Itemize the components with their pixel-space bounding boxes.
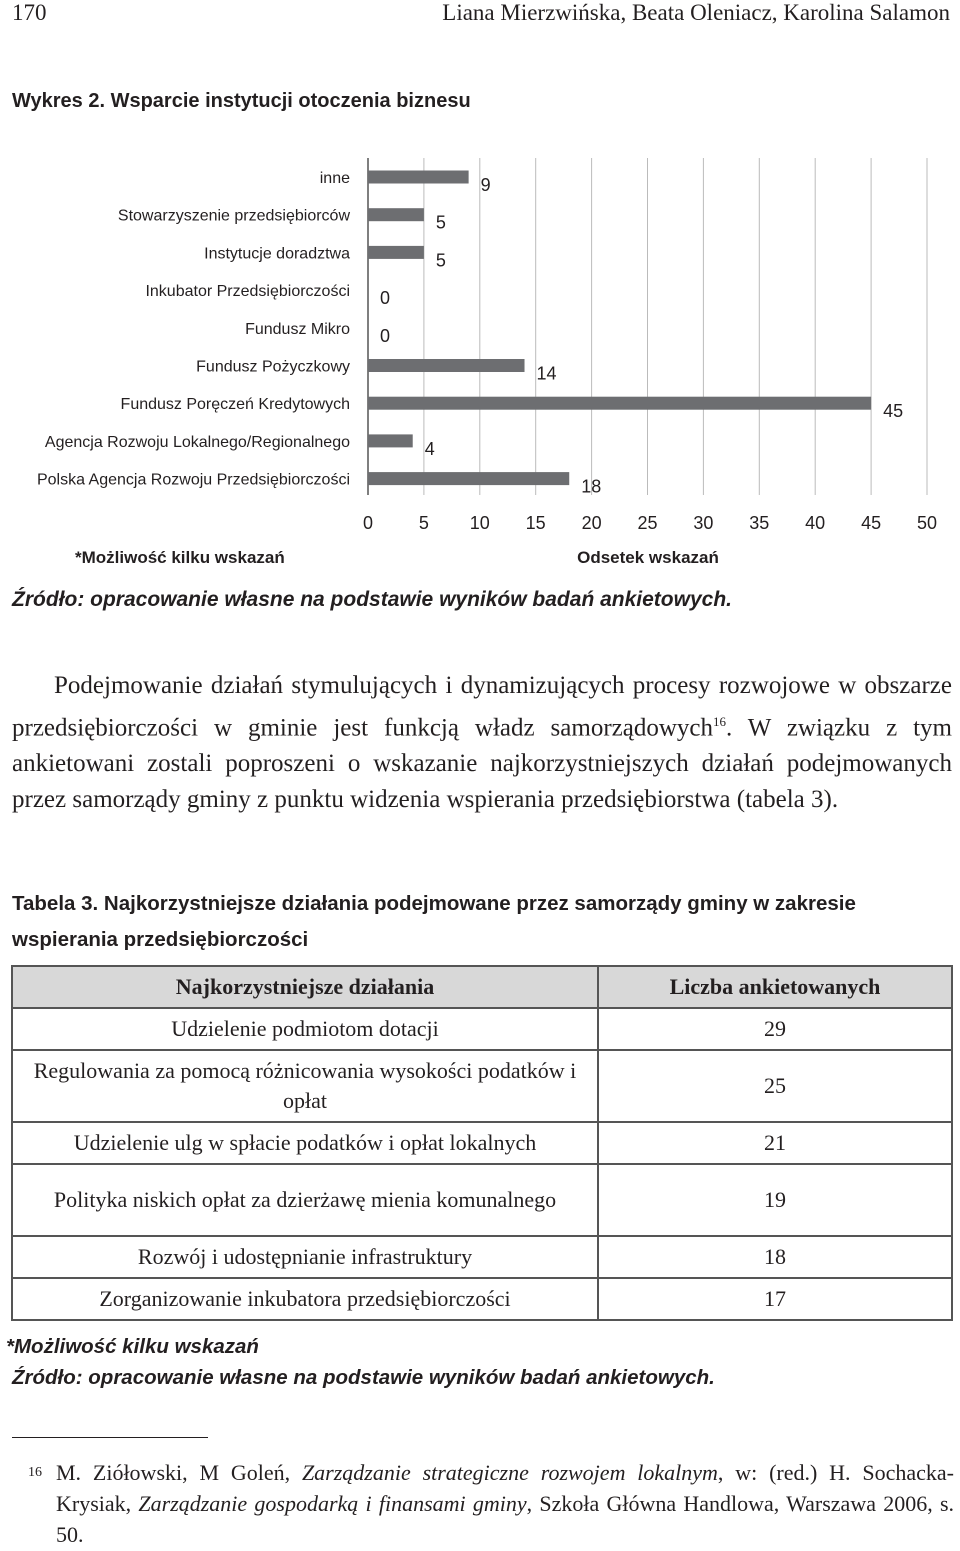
footnote-title: Zarządzanie strategiczne rozwojem lokalnym <box>301 1460 718 1485</box>
x-tick-label: 35 <box>749 513 770 533</box>
data-label: 45 <box>883 401 904 422</box>
data-table <box>11 965 953 1321</box>
chart-note: *Możliwość kilku wskazań <box>75 548 285 567</box>
x-tick-label: 15 <box>525 513 546 533</box>
footnote-part: , w: (red.) H. Sochacka-Krysiak, <box>56 1460 954 1516</box>
category-label: Fundusz Pożyczkowy <box>196 358 350 376</box>
bar <box>368 434 413 447</box>
x-tick-label: 50 <box>916 513 938 533</box>
x-tick-label: 30 <box>693 513 714 533</box>
category-label: Fundusz Mikro <box>245 320 350 338</box>
data-label: 18 <box>581 476 602 497</box>
table-label: Tabela 3. <box>12 892 99 915</box>
footnote-title: Zarządzanie gospodarką i finansami gminy <box>138 1491 527 1516</box>
data-label: 5 <box>435 212 446 233</box>
footnote-number: 16 <box>28 1465 42 1480</box>
x-axis-label: Odsetek wskazań <box>577 548 719 567</box>
table-cell-activity: Zorganizowanie inkubatora przedsiębiorczości <box>12 1278 598 1320</box>
x-tick-label: 45 <box>861 513 882 533</box>
bar <box>368 359 525 372</box>
footnote-ref: 16 <box>713 714 726 729</box>
figure-title: Wykres 2. Wsparcie instytucji otoczenia biznesu <box>12 90 471 112</box>
data-label: 9 <box>480 175 491 195</box>
x-tick-label: 20 <box>581 513 602 533</box>
table-cell-count: 19 <box>598 1164 952 1236</box>
x-tick-label: 10 <box>469 513 490 533</box>
figure-source: Źródło: opracowanie własne na podstawie wyników badań ankietowych. <box>12 588 732 611</box>
x-tick-label: 40 <box>805 513 826 533</box>
running-head-authors: Liana Mierzwińska, Beata Oleniacz, Karolina Salamon <box>442 0 950 25</box>
data-label: 0 <box>380 325 391 346</box>
table-cell-activity: Rozwój i udostępnianie infrastruktury <box>12 1236 598 1278</box>
table-row <box>12 1008 952 1050</box>
table-cell-count: 21 <box>598 1122 952 1164</box>
table-note: *Możliwość kilku wskazań <box>6 1335 259 1358</box>
category-label: inne <box>319 170 350 187</box>
category-label: Agencja Rozwoju Lokalnego/Regionalnego <box>44 433 350 451</box>
table-cell-count: 17 <box>598 1278 952 1320</box>
table-title <box>12 886 954 958</box>
body-paragraph <box>12 668 952 818</box>
x-tick-label: 0 <box>362 513 374 533</box>
bar <box>368 472 569 485</box>
paragraph-text-2: . W związku z tym ankietowani zostali poproszeni o wskazanie najkorzystniejszych działań podejmowanych przez samorządy gminy z punktu widzenia wspierania przedsiębiorstwa (tabela 3). <box>12 714 952 814</box>
x-tick-label: 5 <box>418 513 429 533</box>
category-label: Fundusz Poręczeń Kredytowych <box>120 396 350 414</box>
data-label: 14 <box>536 363 557 384</box>
category-label: Stowarzyszenie przedsiębiorców <box>117 207 350 225</box>
footnote-divider <box>12 1437 208 1438</box>
bar <box>368 246 424 259</box>
table-header-count: Liczba ankietowanych <box>598 966 952 1008</box>
table-cell-activity: Polityka niskich opłat za dzierżawę mienia komunalnego <box>12 1164 598 1236</box>
footnote-part: , Szkoła Główna Handlowa, Warszawa 2006, s. 50. <box>56 1491 954 1547</box>
paragraph-text-1: Podejmowanie działań stymulujących i dynamizujących procesy rozwojowe w obszarze przedsiębiorczości w gminie jest funkcją władz samorządowych <box>12 672 952 742</box>
table-row <box>12 1122 952 1164</box>
footnote-text <box>56 1457 954 1550</box>
footnote-part: M. Ziółowski, M Goleń, <box>56 1460 302 1485</box>
table-cell-count: 29 <box>598 1008 952 1050</box>
table-cell-activity: Udzielenie ulg w spłacie podatków i opłat lokalnych <box>12 1122 598 1164</box>
bar <box>368 171 469 184</box>
page-number: 170 <box>12 0 47 25</box>
category-label: Polska Agencja Rozwoju Przedsiębiorczości <box>36 471 350 489</box>
x-tick-label: 25 <box>637 513 658 533</box>
table-row <box>12 1164 952 1236</box>
table-cell-count: 18 <box>598 1236 952 1278</box>
table-cell-activity: Udzielenie podmiotom dotacji <box>12 1008 598 1050</box>
data-label: 5 <box>435 250 446 271</box>
category-label: Instytucje doradztwa <box>204 245 350 263</box>
data-label: 4 <box>424 438 435 459</box>
bar-chart <box>0 150 960 580</box>
table-row <box>12 1050 952 1122</box>
category-label: Inkubator Przedsiębiorczości <box>145 283 350 301</box>
table-row <box>12 1278 952 1320</box>
table-cell-activity: Regulowania za pomocą różnicowania wysokości podatków i opłat <box>12 1050 598 1122</box>
data-label: 0 <box>380 288 391 309</box>
table-caption: Najkorzystniejsze działania podejmowane przez samorządy gminy w zakresie wspierania przedsiębiorczości <box>12 892 856 951</box>
table-source: Źródło: opracowanie własne na podstawie wyników badań ankietowych. <box>12 1366 715 1389</box>
footnote <box>12 1457 954 1550</box>
table-cell-count: 25 <box>598 1050 952 1122</box>
table-header-activity: Najkorzystniejsze działania <box>12 966 598 1008</box>
bar <box>368 397 871 410</box>
bar <box>368 208 424 221</box>
table-row <box>12 1236 952 1278</box>
